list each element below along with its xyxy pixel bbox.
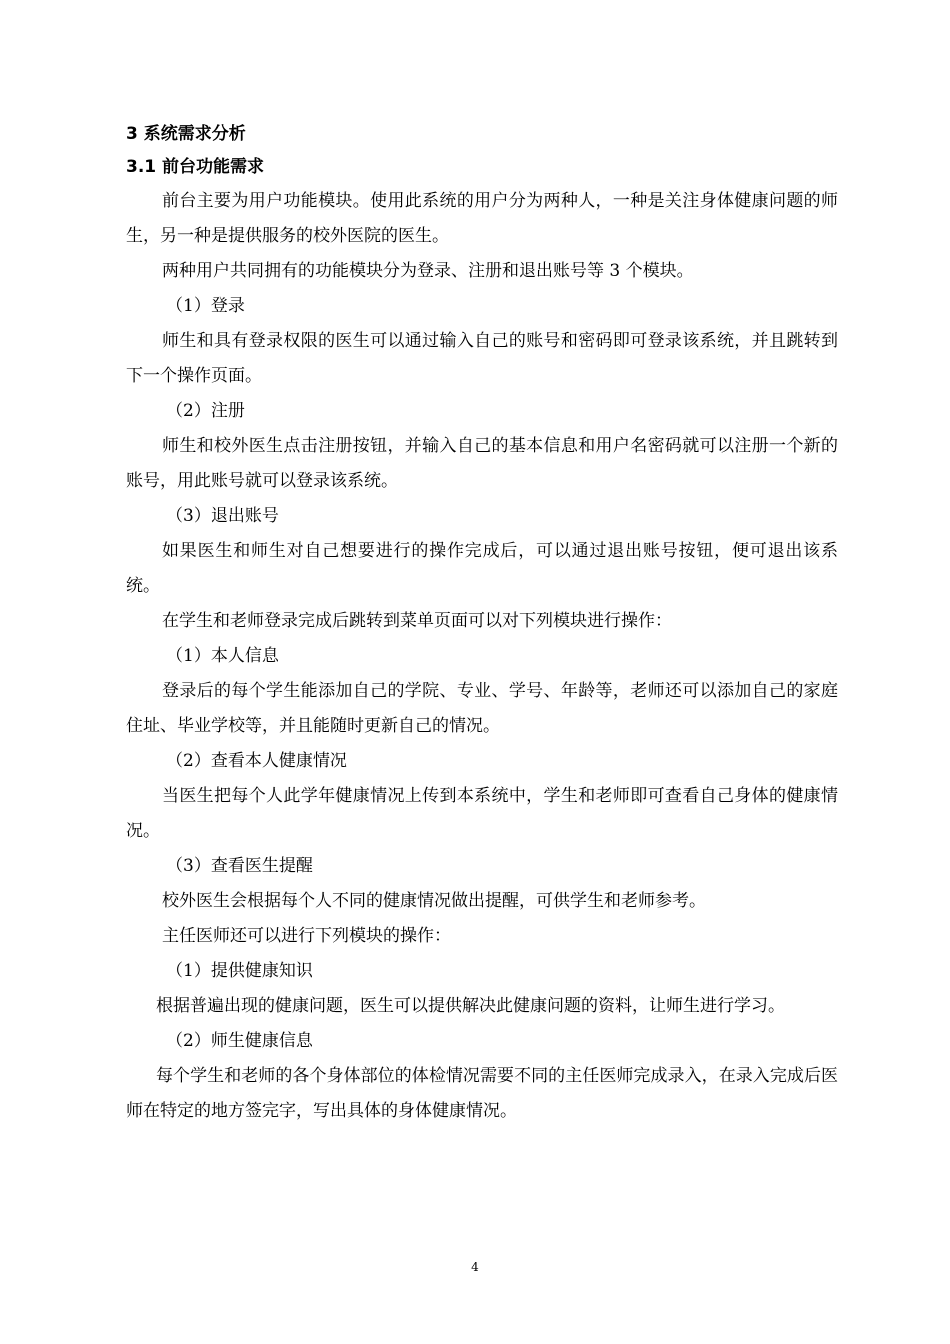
paragraph-health-info: 每个学生和老师的各个身体部位的体检情况需要不同的主任医师完成录入，在录入完成后医师在特定的地方签完字，写出具体的身体健康情况。 bbox=[126, 1066, 838, 1121]
paragraph-view-reminder: 校外医生会根据每个人不同的健康情况做出提醒，可供学生和老师参考。 bbox=[162, 891, 706, 911]
paragraph-intro: 前台主要为用户功能模块。使用此系统的用户分为两种人，一种是关注身体健康问题的师生，另一种是提供服务的校外医院的医生。 bbox=[126, 191, 838, 246]
paragraph-logout: 如果医生和师生对自己想要进行的操作完成后，可以通过退出账号按钮，便可退出该系统。 bbox=[126, 541, 838, 596]
list-item-view-reminder: （3）查看医生提醒 bbox=[166, 856, 313, 876]
list-item-view-health: （2）查看本人健康情况 bbox=[166, 751, 347, 771]
list-item-health-info: （2）师生健康信息 bbox=[166, 1031, 313, 1051]
paragraph-common-modules: 两种用户共同拥有的功能模块分为登录、注册和退出账号等 3 个模块。 bbox=[162, 261, 694, 281]
page-number: 4 bbox=[471, 1260, 479, 1274]
list-item-logout: （3）退出账号 bbox=[166, 506, 279, 526]
paragraph-chief-modules: 主任医师还可以进行下列模块的操作： bbox=[162, 926, 451, 946]
list-item-register: （2）注册 bbox=[166, 401, 245, 421]
paragraph-register: 师生和校外医生点击注册按钮，并输入自己的基本信息和用户名密码就可以注册一个新的账号，用此账号就可以登录该系统。 bbox=[126, 436, 838, 491]
chapter-heading: 3 系统需求分析 bbox=[126, 124, 246, 144]
document-body bbox=[126, 118, 838, 1129]
list-item-health-knowledge: （1）提供健康知识 bbox=[166, 961, 313, 981]
list-item-login: （1）登录 bbox=[166, 296, 245, 316]
paragraph-login: 师生和具有登录权限的医生可以通过输入自己的账号和密码即可登录该系统，并且跳转到下一个操作页面。 bbox=[126, 331, 838, 386]
list-item-personal-info: （1）本人信息 bbox=[166, 646, 279, 666]
paragraph-personal-info: 登录后的每个学生能添加自己的学院、专业、学号、年龄等，老师还可以添加自己的家庭住址、毕业学校等，并且能随时更新自己的情况。 bbox=[126, 681, 838, 736]
section-heading: 3.1 前台功能需求 bbox=[126, 157, 265, 177]
paragraph-menu-modules: 在学生和老师登录完成后跳转到菜单页面可以对下列模块进行操作： bbox=[162, 611, 672, 631]
paragraph-view-health: 当医生把每个人此学年健康情况上传到本系统中，学生和老师即可查看自己身体的健康情况。 bbox=[126, 786, 838, 841]
paragraph-health-knowledge: 根据普遍出现的健康问题，医生可以提供解决此健康问题的资料，让师生进行学习。 bbox=[156, 996, 785, 1016]
